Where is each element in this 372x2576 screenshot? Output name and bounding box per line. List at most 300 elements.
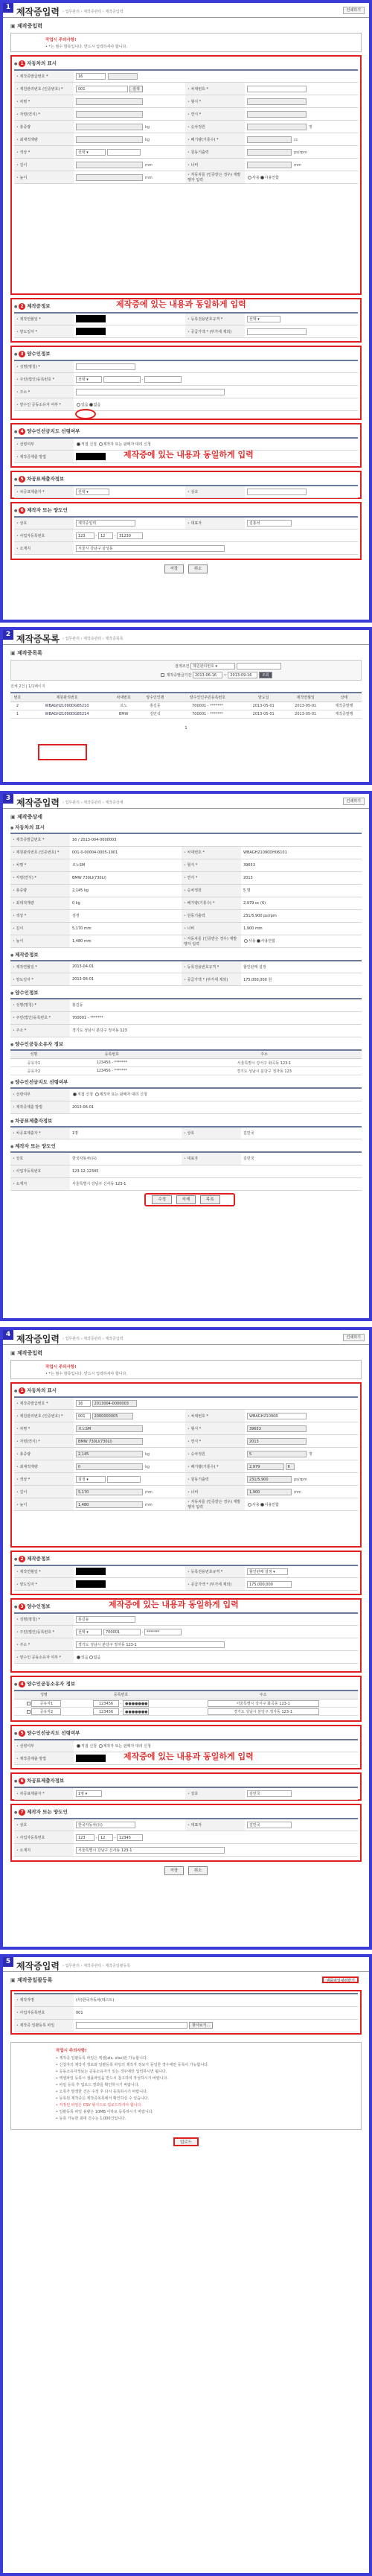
length-input[interactable]: 5,170 [76, 1489, 143, 1495]
label-reg-date: • 자동차를 (인증받은 경우) 재발행자 입력 [185, 1498, 245, 1511]
cell: 2013-05-01 [243, 702, 285, 710]
search-button[interactable]: 조회 [259, 672, 272, 678]
label-receiver: • 차공표제출자 * [10, 1127, 70, 1139]
cell: 2 [10, 702, 25, 710]
col-header: 주소 [168, 1691, 358, 1699]
radio-use[interactable] [248, 1503, 251, 1507]
length-input[interactable] [76, 162, 143, 168]
label-vin: • 차대번호 * [185, 1410, 245, 1422]
label-reg-date: • 자동차를 (인증받은 경우) 재발행자 입력 [185, 171, 245, 184]
unit-label: 명 [309, 1451, 312, 1457]
value-width: 1,900 mm [241, 922, 362, 935]
label-type-code: • 제원관리번호 (인증번호) * [14, 1410, 74, 1422]
unit-label: 명 [309, 124, 312, 130]
address-input[interactable]: 서울시 강남구 삼성동 [76, 545, 225, 552]
cell: 2013-05-01 [243, 710, 285, 718]
label-own: • 선령여부 [10, 1088, 70, 1101]
model-input[interactable] [247, 98, 307, 105]
label-cust-addr: • 주소 * [14, 1638, 74, 1651]
col-header: 등록번호 [74, 1691, 168, 1699]
section-title: ● 양수인정보 [10, 989, 362, 996]
vin-input[interactable]: WBAGH21090R [247, 1413, 307, 1419]
bizno-input-1[interactable]: 123 [76, 532, 94, 539]
step-1-panel [0, 0, 372, 623]
detail-own-table [10, 1087, 362, 1114]
step-number-icon: 3 [19, 351, 25, 357]
label-fuel: • 연식 * [182, 871, 241, 884]
label-issue-date: • 제작연월일 * [14, 313, 74, 325]
save-button[interactable]: 저장 [164, 1866, 185, 1875]
radio-use[interactable] [248, 176, 251, 179]
joint-name-input[interactable]: 공유자2 [31, 1708, 61, 1715]
cell: 홍길동 [138, 702, 173, 710]
section-maker [10, 502, 362, 560]
value-company: (사)한국자동차(테스트) [74, 1994, 358, 2006]
value-bizno: 123-12-12345 [70, 1165, 362, 1177]
value-reg-no: 16 / 2013-004-0000003 [70, 833, 362, 846]
step-badge: 1 [3, 3, 13, 13]
cancel-button[interactable]: 취소 [188, 1866, 208, 1875]
receiver-select[interactable]: 1명 ▾ [76, 1790, 102, 1797]
height-input[interactable] [76, 174, 143, 181]
cert-form [14, 312, 358, 339]
section-vehicle [10, 55, 362, 295]
period-checkbox[interactable] [161, 673, 164, 677]
notice-item: • 공동소유자정보는 공동소유자가 있는 경우에만 입력하시면 됩니다. [56, 2070, 167, 2074]
cust-name-input[interactable]: 홍길동 [76, 1616, 135, 1623]
cust-id-input-1[interactable] [103, 376, 141, 383]
cust-id-select[interactable]: 선택 ▾ [76, 376, 102, 383]
unit-label: kg [145, 137, 150, 142]
joint-name-input[interactable]: 공유자1 [31, 1700, 61, 1707]
color-input[interactable] [107, 149, 141, 156]
radio-label: 직접 신청 [81, 1743, 97, 1749]
own-direct-radio[interactable] [77, 442, 80, 446]
year-input[interactable]: 2013 [247, 1438, 307, 1445]
section-buyer [10, 346, 362, 420]
label-total-weight: • 총중량 [14, 121, 74, 133]
receiver-company-input[interactable] [247, 489, 307, 495]
redacted-block [76, 1568, 106, 1575]
radio-nouse[interactable] [260, 176, 264, 179]
col-header: 성명 [10, 1050, 57, 1059]
cust-name-input[interactable] [76, 363, 135, 370]
max-load-input[interactable] [76, 136, 143, 143]
label-delivery-date: • 양도일자 * [14, 1578, 74, 1591]
redacted-block [76, 1580, 106, 1588]
cell[interactable]: WBAGH21090DG85214 [25, 710, 110, 718]
model-input[interactable]: 39653 [247, 1425, 307, 1432]
reg-no-input[interactable]: 16 [76, 1400, 91, 1407]
section-title: 차공표제출자정보 [27, 476, 65, 482]
height-input[interactable]: 1,480 [76, 1501, 143, 1508]
value-height: 1,480 mm [70, 935, 182, 947]
delete-button[interactable]: 삭제 [176, 1195, 196, 1204]
label-issue-date: • 제작연월일 * [14, 1565, 74, 1578]
address-input[interactable]: 서울특별시 강남구 신사동 123-1 [76, 1847, 225, 1854]
label-fuel: • 연식 * [185, 1435, 245, 1448]
notice-item: • 오류가 발생한 건은 수정 후 다시 등록하시기 바랍니다. [56, 2090, 148, 2094]
table-row [10, 1067, 362, 1075]
label-bizno: • 사업자등록번호 [14, 529, 74, 542]
value-model: 39653 [241, 859, 362, 871]
label-cust-id: • 주민(법인)등록번호 * [14, 373, 74, 386]
search-input[interactable] [237, 663, 281, 670]
buyer-form: • 성명(명칭) * • 주민(법인)등록번호 * 선택 ▾ - • 주소 * • 양수인 공동소유자 여부 * 있음 없음 [14, 360, 358, 412]
bizno-input-3[interactable]: 12345 [117, 1834, 143, 1841]
unit-label: cc [294, 137, 298, 142]
cust-addr-input[interactable]: 경기도 성남시 분당구 정자동 123-1 [76, 1641, 225, 1648]
detail-own [10, 1078, 362, 1114]
maker-form: • 상호 한국자동차(유) • 대표자 김민국 • 사업자등록번호 123 - 12 - 12345 • 소재지 서울특별시 강남구 신사동 123-1 [14, 1818, 358, 1857]
upload-button[interactable]: 업로드 [173, 2137, 199, 2146]
price-type-select[interactable]: 선택 ▾ [247, 316, 280, 322]
label-vin: • 차대번호 * [185, 83, 245, 95]
save-button[interactable]: 저장 [164, 565, 185, 573]
step-number-icon: 4 [19, 428, 25, 435]
cell: BMW [109, 710, 138, 718]
panel-title: ▣ 제작증일괄등록 [10, 1976, 52, 1984]
label-total-weight: • 총중량 [10, 884, 70, 897]
label-reg-method: • 제작증제출 방법 [10, 1101, 70, 1113]
total-weight-input[interactable] [76, 124, 143, 130]
label-color: • 색상 * [10, 909, 70, 922]
notice-box [10, 33, 362, 52]
unit-label: mm [145, 1502, 153, 1507]
panel-title: ▣ 제작증상세 [10, 813, 369, 821]
detail-receiver [10, 1117, 362, 1140]
unit-label: mm [145, 1489, 153, 1495]
radio-label: 사용 [248, 939, 256, 944]
annotation-text: 제작증에 있는 내용과 동일하게 입력 [124, 450, 254, 459]
cust-id-input-2[interactable] [144, 376, 182, 383]
section-title: 양수인정보 [27, 1603, 51, 1609]
page-header [3, 3, 369, 18]
color-input[interactable] [107, 1476, 141, 1483]
label-height: • 높이 [10, 935, 70, 947]
label-capacity: • 승차정원 [185, 1448, 245, 1460]
section-buyer [10, 1598, 362, 1673]
displacement-input[interactable] [247, 136, 292, 143]
company-input[interactable]: 제작증입력 [76, 520, 135, 527]
label-price-type: • 등록전용번호규격 * [185, 313, 245, 325]
label-own: • 선령여부 [14, 438, 74, 451]
annotation-text: 제작증에 있는 내용과 동일하게 입력 [109, 1600, 239, 1609]
step-badge: 5 [3, 1957, 13, 1967]
search-box: 검색조건 제원관리번호 ▾ 제작증발급기간 2013-06-16 ~ 2013-09-16 조회 [10, 660, 362, 681]
cust-id-input-1[interactable]: 700001 [103, 1629, 141, 1635]
label-capacity: • 승차정원 [182, 884, 241, 897]
joint-addr-input[interactable]: 서울특별시 강서구 화곡동 123-1 [208, 1700, 319, 1707]
price-type-select[interactable]: 할인판매 설정 ▾ [247, 1568, 288, 1575]
notice-item: • 등록된 제작증은 제작증목록에서 확인하실 수 있습니다. [56, 2096, 150, 2101]
step-number-icon: 7 [19, 1809, 25, 1816]
joint-no-radio[interactable] [89, 403, 93, 407]
own-agent-radio [95, 1093, 99, 1096]
type-code-input[interactable]: 001 [76, 86, 128, 92]
model-year-input[interactable] [76, 111, 143, 118]
table-row [10, 1059, 362, 1067]
receiver-company-input[interactable]: 김민국 [247, 1790, 292, 1797]
button-bar [3, 1866, 369, 1875]
own-agent-radio[interactable] [99, 442, 103, 446]
supply-price-input[interactable] [247, 328, 307, 335]
section-title: 제작자 또는 양도인 [27, 1809, 68, 1815]
breadcrumb: › 업무관리 › 제작증관리 › 제작증입력 [62, 10, 124, 14]
cust-id-input-2[interactable]: ******* [144, 1629, 182, 1635]
joint-yes-radio[interactable] [77, 1656, 80, 1659]
highlight-circle [75, 409, 96, 419]
cell: 700001 - ******* [173, 710, 243, 718]
bizno-input-2[interactable]: 12 [98, 1834, 113, 1841]
color-select[interactable]: 선택 ▾ [76, 149, 106, 156]
section-joint [10, 1676, 362, 1722]
detail-buyer [10, 989, 362, 1037]
print-button[interactable]: 인쇄하기 [343, 7, 365, 14]
section-title: ● 양수인공동소유자 정보 [10, 1040, 362, 1047]
search-button[interactable]: 검색 [129, 86, 143, 92]
value-bizno: 001 [74, 2006, 358, 2019]
list-table [10, 692, 362, 719]
radio-nouse [257, 939, 260, 943]
section-receiver [10, 471, 362, 499]
step-badge: 3 [3, 794, 13, 804]
bizno-input-3[interactable]: 31230 [117, 532, 143, 539]
reg-no-input[interactable]: 16 [76, 73, 106, 80]
file-path-input[interactable] [76, 2022, 187, 2029]
label-name: • 차명 * [14, 1422, 74, 1435]
section-title: ● 자동차의 표시 [10, 824, 362, 830]
company-input[interactable]: 한국자동차(유) [76, 1822, 135, 1828]
supply-price-input[interactable]: 175,000,000 [247, 1581, 292, 1588]
breadcrumb: › 업무관리 › 제작증관리 › 제작증목록 [62, 637, 124, 641]
step-5-panel [0, 1954, 372, 2576]
row-checkbox[interactable] [27, 1710, 31, 1714]
ceo-input[interactable]: 김홍석 [247, 520, 292, 527]
value-year: 2013 [241, 871, 362, 884]
cust-id-select[interactable]: 선택 ▾ [76, 1629, 102, 1635]
output-input[interactable]: 231/5,900 [247, 1476, 292, 1483]
total-weight-input[interactable]: 2,145 [76, 1451, 143, 1457]
step-number-icon: 1 [19, 1387, 25, 1394]
value-name: 르노SM [70, 859, 182, 871]
step-number-icon: 5 [19, 1730, 25, 1737]
output-input[interactable] [247, 149, 292, 156]
print-button[interactable]: 인쇄하기 [343, 1334, 365, 1341]
label-reg-no: • 제작증발급번호 * [10, 833, 70, 846]
type-code-input[interactable]: 001 [76, 1413, 91, 1419]
own-agent-radio[interactable] [99, 1744, 103, 1748]
section-receiver [10, 1772, 362, 1801]
step-number-icon: 5 [19, 476, 25, 483]
label-price-type: • 등록전용번호규격 * [182, 961, 241, 973]
label-bizno: • 사업자등록번호 [14, 1831, 74, 1844]
notice-box [10, 1360, 362, 1379]
width-input[interactable]: 1,900 [247, 1489, 292, 1495]
step-3-panel [0, 791, 372, 1321]
step-number-icon: 1 [19, 60, 25, 67]
notice-title: 작업시 주의사항! [45, 1365, 77, 1370]
cust-addr-input[interactable] [76, 389, 225, 395]
label-model: • 형식 * [185, 1422, 245, 1435]
value-cust-name: 홍길동 [70, 999, 362, 1011]
unit-label: kg [145, 124, 150, 130]
cell: 123456 - ******* [57, 1067, 167, 1075]
maker-form: • 상호 제작증입력 • 대표자 김홍석 • 사업자등록번호 123 - 12 - 31230 • 소재지 서울시 강남구 삼성동 [14, 516, 358, 556]
value-issue-date: 2013-04-01 [70, 961, 182, 973]
label-cust-name: • 성명(명칭) * [10, 999, 70, 1011]
label-address: • 소재지 [10, 1177, 70, 1190]
width-input[interactable] [247, 162, 292, 168]
edit-button[interactable]: 수정 [152, 1195, 172, 1204]
vin-input[interactable] [247, 86, 307, 92]
step-4-panel [0, 1327, 372, 1950]
print-button[interactable]: 인쇄하기 [343, 798, 365, 805]
label-displacement: • 배기량(기통수) * [185, 133, 245, 146]
name-input[interactable]: 르노SM [76, 1425, 143, 1432]
browse-button[interactable]: 찾아보기... [189, 2022, 213, 2029]
col-header: 양수인인주민등록번호 [173, 693, 243, 702]
button-bar [3, 2137, 369, 2146]
section-title: 자동차의 표시 [27, 1387, 57, 1393]
joint-yes-radio[interactable] [77, 403, 80, 407]
unit-label: mm [145, 162, 153, 168]
label-length: • 길이 [10, 922, 70, 935]
fuel-input[interactable] [247, 111, 307, 118]
value-receiver: 1명 [70, 1127, 182, 1139]
redacted-block [76, 315, 106, 322]
col-header: 성명 [14, 1691, 74, 1699]
radio-label: 없음 [93, 402, 101, 407]
date-from-input[interactable]: 2013-06-16 [193, 672, 222, 678]
label-cust-joint: • 양수인 공동소유자 여부 * [14, 398, 74, 411]
label-cust-id: • 주민(법인)등록번호 * [10, 1011, 70, 1024]
step-badge: 2 [3, 630, 13, 640]
col-header: 차대번호 [109, 693, 138, 702]
vehicle-form [14, 69, 358, 185]
annotation-text: 제작증에 있는 내용과 동일하게 입력 [116, 299, 246, 309]
ceo-input[interactable]: 김민국 [247, 1822, 292, 1828]
reg-no-input-2[interactable] [108, 73, 138, 80]
col-header: 양도일 [243, 693, 285, 702]
table-row[interactable] [10, 702, 362, 710]
capacity-input[interactable] [247, 124, 307, 130]
label-output: • 원동기출력 [185, 146, 245, 159]
bizno-input-2[interactable]: 12 [98, 532, 113, 539]
section-title: 양수인정보 [27, 351, 51, 357]
label-name: • 차명 * [14, 95, 74, 108]
color-select[interactable]: 검정 ▾ [76, 1476, 106, 1483]
value-color: 검정 [70, 909, 182, 922]
cylinder-input[interactable]: 6 [286, 1463, 295, 1470]
radio-label: 제작자 또는 판매자 대리 신청 [103, 442, 151, 447]
joint-id-masked[interactable]: ●●●●●●● [123, 1700, 149, 1707]
radio-nouse[interactable] [260, 1503, 264, 1507]
label-capacity: • 승차정원 [185, 121, 245, 133]
label-model: • 형식 * [182, 859, 241, 871]
sample-download-button[interactable]: 샘플파일내려받기 [322, 1976, 359, 1983]
max-load-input[interactable]: 0 [76, 1463, 143, 1470]
page-number[interactable]: 1 [185, 725, 187, 731]
table-row: 공유자2 123456 - ●●●●●●● 경기도 성남시 분당구 정자동 123-1 [14, 1708, 358, 1716]
type-code-input-2[interactable]: 2000000005 [92, 1413, 133, 1419]
radio-label: 사용 [252, 1502, 260, 1507]
table-row[interactable] [10, 710, 362, 718]
own-direct-radio[interactable] [77, 1744, 80, 1748]
cell[interactable]: WBAGH21090DG85210 [25, 702, 110, 710]
notice-item: • 엑셀파일 등록시 샘플파일을 반드시 참고하여 작성하시기 바랍니다. [56, 2076, 168, 2081]
joint-no-radio[interactable] [89, 1656, 93, 1659]
model-year-input[interactable]: BMW 730LI(730LI) [76, 1438, 143, 1445]
receiver-form [14, 1787, 358, 1801]
detail-maker [10, 1142, 362, 1191]
radio-label: 제작자 또는 판매자 대리 신청 [99, 1093, 147, 1098]
search-label: 검색조건 [175, 664, 190, 669]
cancel-button[interactable]: 취소 [188, 565, 208, 573]
button-bar [3, 565, 369, 573]
step-number-icon: 2 [19, 1556, 25, 1562]
label-company: • 상호 [185, 1787, 245, 1800]
highlight-box [38, 744, 87, 760]
displacement-input[interactable]: 2,979 [247, 1463, 284, 1470]
joint-id-input[interactable]: 123456 [93, 1700, 119, 1707]
detail-vehicle [10, 824, 362, 948]
receiver-select[interactable]: 선택 ▾ [76, 489, 109, 495]
section-cert [10, 298, 362, 343]
section-maker [10, 1804, 362, 1862]
label-receiver: • 차공표제출자 * [14, 1787, 74, 1800]
panel-title: ▣ 제작증입력 [10, 22, 369, 30]
label-length: • 길이 [14, 1486, 74, 1498]
notice-text: • *는 필수 항목입니다. 반드시 입력하셔야 합니다. [45, 1372, 127, 1376]
notice-text: • *는 필수 항목입니다. 반드시 입력하셔야 합니다. [45, 45, 127, 49]
date-to-input[interactable]: 2013-09-16 [228, 672, 257, 678]
value-length: 5,170 mm [70, 922, 182, 935]
capacity-input[interactable]: 5 [247, 1451, 307, 1457]
section-title: ● 양수인선금지도 선령여부 [10, 1078, 362, 1085]
label-price-type: • 등록전용번호규격 * [185, 1565, 245, 1578]
detail-maker-table [10, 1151, 362, 1191]
label-company: • 제작자명 [14, 1994, 74, 2006]
value-company: 한국자동차(유) [70, 1152, 182, 1165]
label-name: • 차명 * [10, 859, 70, 871]
list-button[interactable]: 목록 [200, 1195, 220, 1204]
buyer-form: • 성명(명칭) * 홍길동 • 주민(법인)등록번호 * 선택 ▾ 700001 - ******* • 주소 * 경기도 성남시 분당구 정자동 123-1 • 양수인 공동소유자 여부 * 있음 없음 [14, 1612, 358, 1664]
value-capacity: 5 명 [241, 884, 362, 897]
reg-no-input-2[interactable]: 2013004-0000003 [92, 1400, 137, 1407]
label-delivery-date: • 양도일자 * [14, 325, 74, 338]
col-header: 번호 [10, 693, 25, 702]
label-bizno: • 사업자등록번호 [10, 1165, 70, 1177]
joint-addr-input[interactable]: 경기도 성남시 분당구 정자동 123-1 [208, 1708, 319, 1715]
joint-id-input[interactable]: 123456 [93, 1708, 119, 1715]
label-width: • 너비 [182, 922, 241, 935]
joint-id-masked[interactable]: ●●●●●●● [123, 1708, 149, 1715]
section-title: 차공표제출자정보 [27, 1778, 65, 1784]
value-max-load: 0 kg [70, 897, 182, 909]
name-input[interactable] [76, 98, 143, 105]
notice-item: • 저장된 파일은 CSV 형식으로 업로드하셔야 합니다. [56, 2103, 142, 2108]
label-bizno: • 사업자등록번호 [14, 2006, 74, 2019]
cell: 서울특별시 강서구 화곡동 123-1 [167, 1059, 362, 1067]
value-total-weight: 2,145 kg [70, 884, 182, 897]
col-header: 양수인인명 [138, 693, 173, 702]
section-title: 양수인공동소유자 정보 [27, 1681, 76, 1687]
label-ceo: • 대표자 [185, 1819, 245, 1831]
bizno-input-1[interactable]: 123 [76, 1834, 94, 1841]
search-select[interactable]: 제원관리번호 ▾ [190, 663, 235, 670]
row-checkbox[interactable] [27, 1702, 31, 1705]
